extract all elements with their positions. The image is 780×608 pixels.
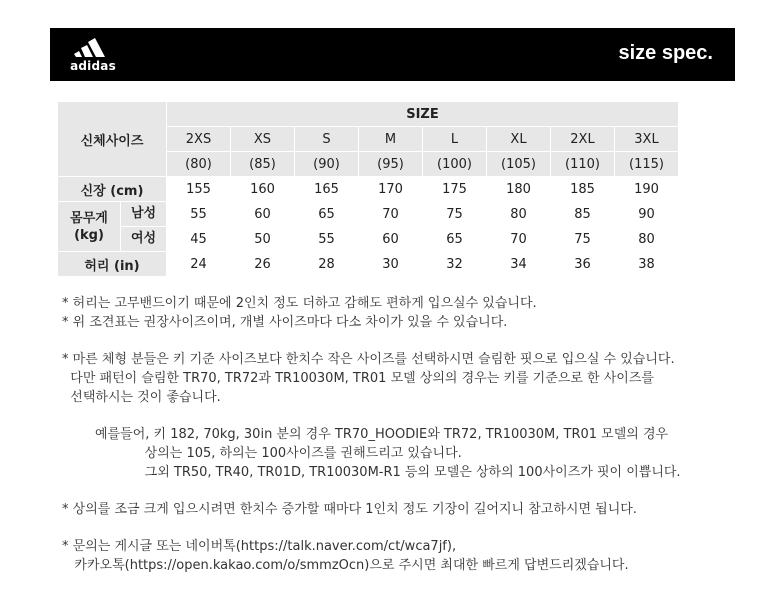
size-num-cell: (100) bbox=[423, 152, 486, 176]
male-cell: 65 bbox=[318, 206, 335, 222]
size-cell: 2XL bbox=[551, 127, 614, 151]
male-label: 남성 bbox=[121, 202, 166, 226]
height-row bbox=[58, 177, 678, 201]
weight-unit-text: (kg) bbox=[74, 227, 104, 243]
male-cell: 75 bbox=[446, 206, 463, 222]
height-cell: 185 bbox=[570, 181, 595, 197]
male-cell: 80 bbox=[510, 206, 527, 222]
note-line: 다만 패턴이 슬림한 TR70, TR72과 TR10030M, TR01 모델 상의의 경우는 키를 기준으로 한 사이즈를 bbox=[62, 371, 654, 386]
height-label: 신장 (cm) bbox=[58, 177, 166, 201]
note-line: 상의는 105, 하의는 100사이즈를 권해드리고 있습니다. bbox=[62, 446, 462, 461]
note-line: 선택하시는 것이 좋습니다. bbox=[62, 390, 221, 405]
height-cell: 165 bbox=[314, 181, 339, 197]
notes-section bbox=[62, 294, 732, 575]
brand-name: adidas bbox=[70, 59, 116, 73]
size-num-cell: (110) bbox=[551, 152, 614, 176]
female-cell: 70 bbox=[510, 231, 527, 247]
height-cell: 175 bbox=[442, 181, 467, 197]
adidas-logo bbox=[62, 36, 132, 76]
female-cell: 55 bbox=[318, 231, 335, 247]
height-cell: 155 bbox=[186, 181, 211, 197]
waist-cell: 24 bbox=[190, 256, 207, 272]
size-header-row bbox=[58, 102, 678, 126]
note-line: * 마른 체형 분들은 키 기준 사이즈보다 한치수 작은 사이즈를 선택하시면 슬림한 핏으로 입으실 수 있습니다. bbox=[62, 352, 675, 367]
waist-row bbox=[58, 252, 678, 276]
size-num-cell: (115) bbox=[615, 152, 678, 176]
male-cell: 85 bbox=[574, 206, 591, 222]
note-line: * 문의는 게시글 또는 네이버톡(https://talk.naver.com/ct/wca7jf), bbox=[62, 539, 457, 554]
waist-cell: 32 bbox=[446, 256, 463, 272]
size-header: SIZE bbox=[167, 102, 678, 126]
waist-cell: 34 bbox=[510, 256, 527, 272]
note-line: * 허리는 고무밴드이기 때문에 2인치 정도 더하고 감해도 편하게 입으실수 있습니다. bbox=[62, 296, 537, 311]
waist-cell: 28 bbox=[318, 256, 335, 272]
weight-label-cell bbox=[58, 202, 166, 251]
female-cell: 45 bbox=[190, 231, 207, 247]
weight-label bbox=[58, 202, 120, 251]
note-line: 그외 TR50, TR40, TR01D, TR10030M-R1 등의 모델은 상하의 100사이즈가 핏이 이쁩니다. bbox=[62, 465, 681, 480]
male-weight-row bbox=[58, 202, 678, 226]
waist-cell: 26 bbox=[254, 256, 271, 272]
size-num-cell: (85) bbox=[231, 152, 294, 176]
size-num-cell: (90) bbox=[295, 152, 358, 176]
waist-label: 허리 (in) bbox=[58, 252, 166, 276]
size-num-cell: (95) bbox=[359, 152, 422, 176]
note-line: * 상의를 조금 크게 입으시려면 한치수 증가할 때마다 1인치 정도 기장이 길어지니 참고하시면 됩니다. bbox=[62, 502, 637, 517]
height-cell: 170 bbox=[378, 181, 403, 197]
weight-label-text: 몸무게 bbox=[70, 210, 108, 226]
header-bar bbox=[50, 28, 735, 81]
size-table bbox=[57, 101, 679, 277]
waist-cell: 38 bbox=[638, 256, 655, 272]
female-cell: 75 bbox=[574, 231, 591, 247]
size-cell: 3XL bbox=[615, 127, 678, 151]
height-cell: 190 bbox=[634, 181, 659, 197]
female-label: 여성 bbox=[121, 227, 166, 251]
female-cell: 65 bbox=[446, 231, 463, 247]
height-cell: 180 bbox=[506, 181, 531, 197]
page-title: size spec. bbox=[618, 42, 713, 64]
female-cell: 60 bbox=[382, 231, 399, 247]
size-cell: XS bbox=[231, 127, 294, 151]
size-cell: L bbox=[423, 127, 486, 151]
body-size-label: 신체사이즈 bbox=[58, 102, 166, 176]
adidas-stripes-icon bbox=[74, 36, 112, 58]
female-cell: 80 bbox=[638, 231, 655, 247]
size-cell: XL bbox=[487, 127, 550, 151]
waist-cell: 30 bbox=[382, 256, 399, 272]
height-cell: 160 bbox=[250, 181, 275, 197]
size-num-cell: (105) bbox=[487, 152, 550, 176]
size-cell: M bbox=[359, 127, 422, 151]
size-cell: 2XS bbox=[167, 127, 230, 151]
note-line: * 위 조견표는 권장사이즈이며, 개별 사이즈마다 다소 차이가 있을 수 있습니다. bbox=[62, 315, 508, 330]
note-line: 카카오톡(https://open.kakao.com/o/smmzOcn)으로 주시면 최대한 빠르게 답변드리겠습니다. bbox=[62, 558, 629, 573]
note-line: 예를들어, 키 182, 70kg, 30in 분의 경우 TR70_HOODIE와 TR72, TR10030M, TR01 모델의 경우 bbox=[62, 427, 669, 442]
size-cell: S bbox=[295, 127, 358, 151]
male-cell: 90 bbox=[638, 206, 655, 222]
size-num-cell: (80) bbox=[167, 152, 230, 176]
male-cell: 70 bbox=[382, 206, 399, 222]
female-cell: 50 bbox=[254, 231, 271, 247]
male-cell: 55 bbox=[190, 206, 207, 222]
male-cell: 60 bbox=[254, 206, 271, 222]
waist-cell: 36 bbox=[574, 256, 591, 272]
